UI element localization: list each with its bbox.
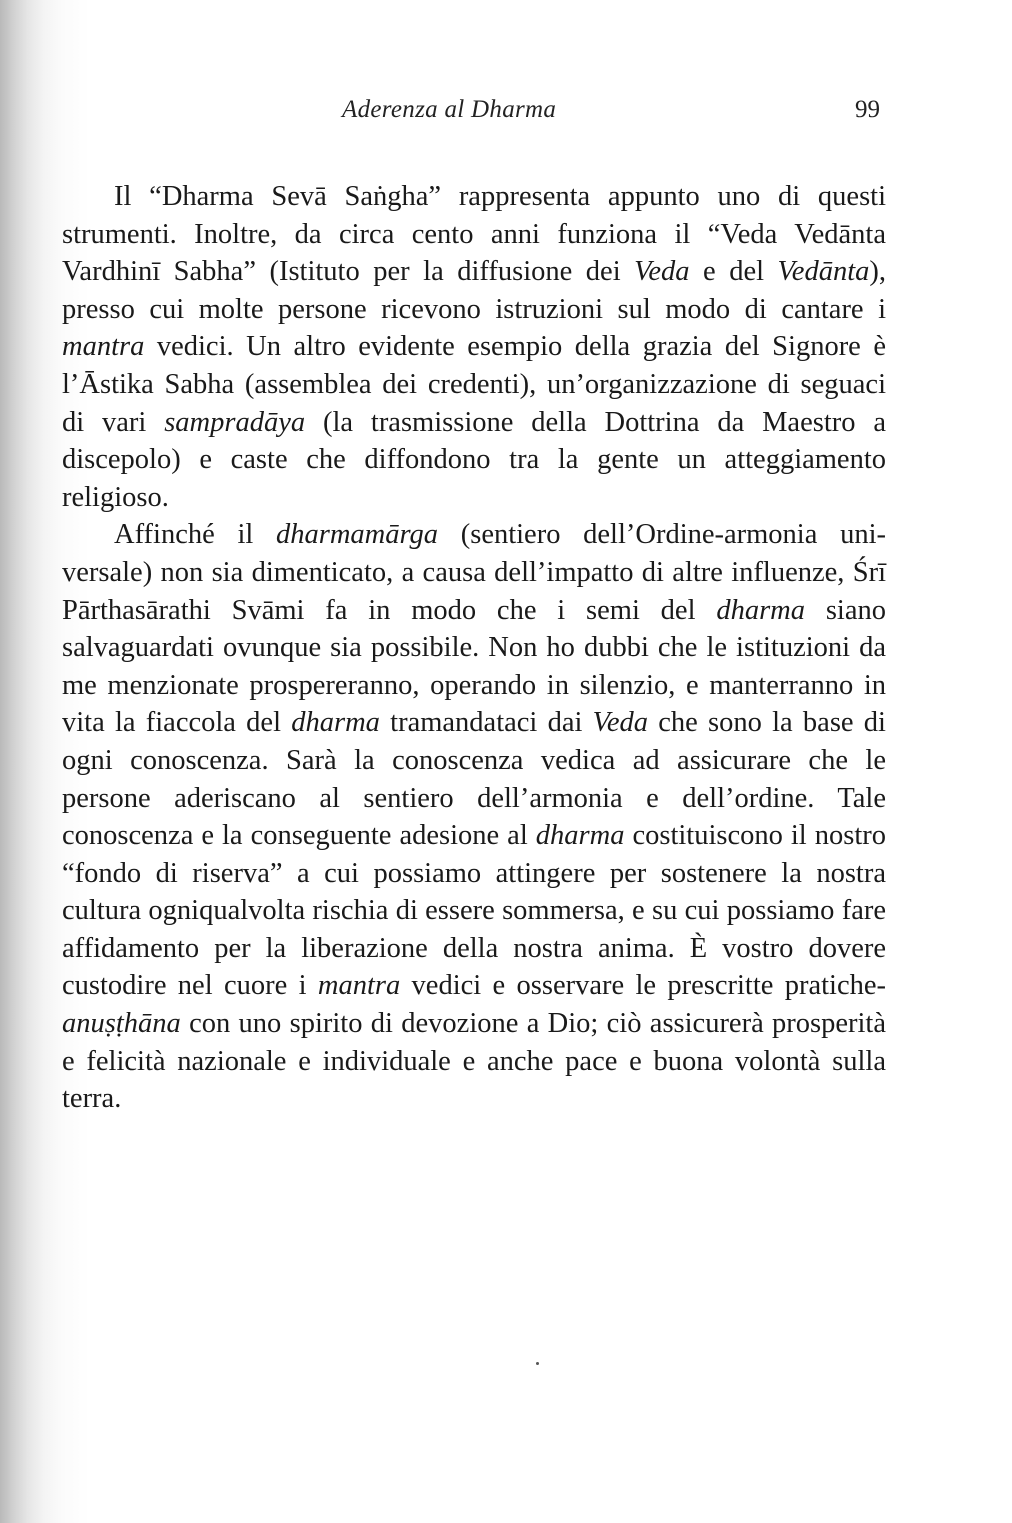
text-run: che sono la base di ogni conoscenza. Sarà la conoscenza vedica ad assicurare che le persone aderiscano al sentiero dell’armonia e dell’ordine. Tale conoscenza e la conseguente adesione al (62, 707, 886, 852)
italic-term: mantra (62, 331, 145, 363)
italic-term: dharma (291, 707, 380, 739)
italic-term: dharma (535, 820, 625, 852)
italic-term: Veda (634, 256, 690, 288)
running-head (0, 96, 1012, 130)
text-run: Affinché il (114, 519, 276, 551)
text-run: vedici e osservare le prescritte pratiche- (400, 970, 886, 1002)
paragraph-1 (62, 178, 886, 516)
italic-term: dharma (716, 594, 806, 626)
text-run: e del (689, 256, 778, 288)
page-number: 99 (855, 96, 880, 123)
text-run: con uno spirito di devozione a Dio; ciò assicurerà prosperità e felicità nazionale e individuale e anche pace e buona volontà sulla terra. (62, 1008, 886, 1115)
text-run: Il “Dharma Sevā Saṅgha” rappresenta appunto uno di questi strumenti. Inoltre, da circa cento anni funziona il “Veda Vedānta Vardhinī Sabha” (Istituto per la diffusione dei (62, 181, 886, 288)
text-run: ), presso cui molte persone ricevono istruzioni sul modo di cantare i (62, 256, 886, 325)
text-run: costituiscono il nostro “fondo di riserva” a cui possiamo attingere per sostenere la nostra cultura ogniqualvolta rischia di essere sommersa, e su cui possiamo fare affidamento per la liberazione della nostra anima. È vostro dovere custodire nel cuore i (62, 820, 886, 1002)
italic-term: Veda (592, 707, 649, 739)
italic-term: mantra (317, 970, 401, 1002)
italic-term: Vedānta (777, 256, 870, 288)
italic-term: dharmamārga (276, 519, 439, 551)
running-title: Aderenza al Dharma (342, 96, 557, 123)
paragraph-2 (62, 516, 886, 1118)
text-run: (sentiero dell’Ordine-armonia universale) non sia dimenticato, a causa dell’impatto di altre influenze, Śrī Pārthasārathi Svāmi fa in modo che i semi del (62, 519, 886, 626)
text-run: siano salvaguardati ovunque sia possibile. Non ho dubbi che le istituzioni da me menzionate prospereranno, operando in silenzio, e manterranno in vita la fiaccola del (62, 594, 886, 739)
text-run: (la trasmissione della Dottrina da Maestro a discepolo) e caste che diffondono tra la gente un atteggiamento religioso. (62, 406, 886, 513)
italic-term: anuṣṭhāna (62, 1008, 181, 1040)
body-text (62, 178, 886, 1118)
print-speck (536, 1362, 539, 1365)
text-run: vedici. Un altro evidente esempio della grazia del Signore è l’Āstika Sabha (assemblea dei credenti), un’organizzazione di seguaci di vari (62, 331, 886, 438)
text-run: tramandataci dai (379, 707, 593, 739)
italic-term: sampradāya (164, 406, 306, 438)
